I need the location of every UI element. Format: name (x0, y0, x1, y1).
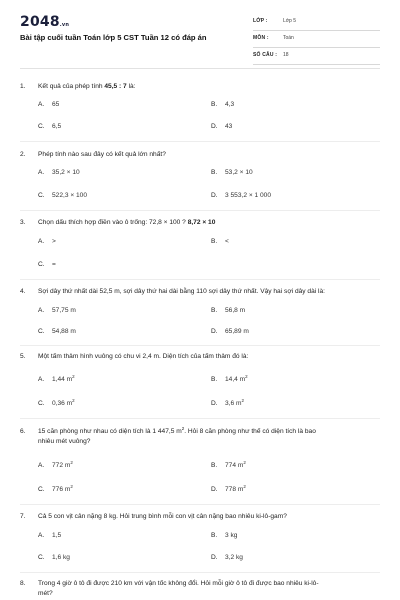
question-exponent: 2 (181, 425, 185, 431)
meta-value: Lớp 5 (283, 18, 297, 24)
question-text-part: . Hỏi 8 căn phòng như thế có diện tích là bao (184, 428, 316, 435)
option-c[interactable] (38, 327, 76, 337)
logo-suffix: .vn (59, 22, 70, 28)
option-value: 772 m (52, 462, 71, 469)
option-value: 65,89 m (225, 328, 249, 335)
option-letter: D. (211, 486, 218, 493)
option-c[interactable] (38, 553, 70, 563)
question-text (38, 218, 380, 228)
option-exponent: 2 (70, 459, 73, 465)
option-d[interactable] (211, 191, 271, 201)
option-value: 65 (52, 101, 60, 108)
option-letter: C. (38, 486, 45, 493)
question-text-part: Chọn dấu thích hợp điền vào ô trống: 72,8 × 100 ? (38, 219, 188, 226)
option-value: = (52, 261, 56, 268)
option-d[interactable] (211, 327, 249, 337)
question-divider (20, 345, 380, 346)
option-letter: D. (211, 554, 218, 561)
option-value: 3 553,2 × 1 000 (225, 192, 272, 199)
option-exponent: 2 (243, 483, 246, 489)
question-text-part: 15 căn phòng như nhau có diện tích là 1 447,5 m (38, 428, 182, 435)
logo-text: 2048 (20, 14, 60, 30)
option-value: 0,36 m (52, 400, 73, 407)
option-letter: D. (211, 192, 218, 199)
meta-key: MÔN : (253, 35, 269, 41)
option-value: 35,2 × 10 (52, 169, 80, 176)
question-text: Cả 5 con vịt cân nặng 8 kg. Hỏi trung bình mỗi con vịt cân nặng bao nhiêu ki-lô-gam? (38, 513, 287, 520)
question-text-part: Kết quả của phép tính (38, 83, 105, 90)
option-letter: B. (211, 169, 218, 176)
option-letter: A. (38, 101, 45, 108)
option-value: 4,3 (225, 101, 235, 108)
meta-table (253, 14, 380, 65)
option-letter: B. (211, 376, 218, 383)
option-value: 43 (225, 123, 233, 130)
option-d[interactable] (211, 485, 246, 495)
option-value: 1,5 (52, 532, 62, 539)
question-divider (20, 141, 380, 142)
question-text: Sợi dây thứ nhất dài 52,5 m, sợi dây thứ hai dài bằng 110 sợi dây thứ nhất. Vậy hai sợi dây dài là: (38, 288, 326, 295)
option-letter: C. (38, 400, 45, 407)
meta-key: SỐ CÂU : (253, 52, 278, 58)
question-divider (20, 279, 380, 280)
option-letter: B. (211, 462, 218, 469)
question-8 (20, 579, 380, 600)
option-letter: D. (211, 400, 218, 407)
option-letter: B. (211, 238, 218, 245)
question-text (38, 82, 380, 92)
option-c[interactable] (38, 485, 73, 495)
option-letter: A. (38, 532, 45, 539)
question-text (38, 579, 380, 599)
question-text: Phép tính nào sau đây có kết quả lớn nhất? (38, 151, 166, 158)
option-c[interactable] (38, 260, 56, 270)
question-number: 3. (20, 219, 26, 226)
meta-row-class (253, 14, 380, 31)
question-6 (20, 427, 380, 449)
question-text (38, 427, 380, 447)
question-number: 1. (20, 83, 26, 90)
option-value: 14,4 m (225, 376, 246, 383)
option-value: 1,44 m (52, 376, 73, 383)
option-d[interactable] (211, 122, 232, 132)
option-a[interactable] (38, 237, 56, 247)
option-letter: C. (38, 192, 45, 199)
option-a[interactable] (38, 168, 80, 178)
question-text-part: mét? (38, 590, 53, 597)
question-number: 4. (20, 288, 26, 295)
option-a[interactable] (38, 306, 76, 316)
option-d[interactable] (211, 399, 244, 409)
option-letter: C. (38, 261, 45, 268)
option-value: 774 m (225, 462, 244, 469)
meta-value: Toán (283, 35, 294, 41)
option-a[interactable] (38, 461, 73, 471)
option-letter: B. (211, 307, 218, 314)
option-c[interactable] (38, 399, 75, 409)
option-exponent: 2 (72, 373, 75, 379)
question-divider (20, 572, 380, 573)
option-value: 3,6 m (225, 400, 242, 407)
question-number: 2. (20, 151, 26, 158)
option-c[interactable] (38, 191, 87, 201)
option-value: 56,8 m (225, 307, 246, 314)
option-letter: A. (38, 238, 45, 245)
question-text-bold: 45,5 : 7 (104, 83, 127, 90)
option-value: 57,75 m (52, 307, 76, 314)
question-text-part: nhiêu mét vuông? (38, 438, 91, 445)
option-value: 53,2 × 10 (225, 169, 253, 176)
option-letter: C. (38, 123, 45, 130)
question-divider (20, 504, 380, 505)
option-value: 522,3 × 100 (52, 192, 88, 199)
option-letter: C. (38, 554, 45, 561)
meta-value: 18 (283, 52, 289, 58)
option-d[interactable] (211, 553, 243, 563)
meta-key: LỚP : (253, 18, 268, 24)
option-value: 3 kg (225, 532, 238, 539)
question-divider (20, 418, 380, 419)
question-number: 5. (20, 353, 26, 360)
question-number: 7. (20, 513, 26, 520)
option-b[interactable] (211, 237, 229, 247)
option-exponent: 2 (245, 373, 248, 379)
option-value: 3,2 kg (225, 554, 243, 561)
option-b[interactable] (211, 531, 237, 541)
option-letter: A. (38, 169, 45, 176)
question-number: 8. (20, 580, 26, 587)
option-value: 778 m (225, 486, 244, 493)
option-a[interactable] (38, 100, 59, 110)
option-value: 1,6 kg (52, 554, 70, 561)
option-value: < (225, 238, 229, 245)
question-divider (20, 210, 380, 211)
question-text: Một tấm thảm hình vuông có chu vi 2,4 m. Diện tích của tấm thảm đó là: (38, 353, 249, 360)
question-text-part: Trong 4 giờ ô tô đi được 210 km với vận tốc không đổi. Hỏi mỗi giờ ô tô đi được bao nhiêu ki-lô- (38, 580, 319, 587)
option-letter: A. (38, 462, 45, 469)
option-a[interactable] (38, 375, 75, 385)
option-value: 54,88 m (52, 328, 76, 335)
document-title: Bài tập cuối tuần Toán lớp 5 CST Tuần 12 có đáp án (20, 33, 207, 42)
meta-row-subject (253, 31, 380, 48)
option-letter: A. (38, 376, 45, 383)
option-exponent: 2 (243, 459, 246, 465)
option-b[interactable] (211, 375, 248, 385)
question-text-part: là: (126, 83, 136, 90)
option-letter: C. (38, 328, 45, 335)
option-exponent: 2 (241, 397, 245, 403)
question-number: 6. (20, 428, 26, 435)
option-letter: B. (211, 532, 218, 539)
option-exponent: 2 (70, 483, 73, 489)
option-c[interactable] (38, 122, 61, 132)
question-text-bold: 8,72 × 10 (187, 219, 216, 226)
option-b[interactable] (211, 168, 253, 178)
option-value: > (52, 238, 56, 245)
option-value: 6,5 (52, 123, 62, 130)
option-b[interactable] (211, 461, 246, 471)
site-logo[interactable] (20, 14, 69, 30)
option-b[interactable] (211, 100, 234, 110)
option-value: 776 m (52, 486, 71, 493)
option-letter: B. (211, 101, 218, 108)
option-a[interactable] (38, 531, 61, 541)
option-letter: D. (211, 328, 218, 335)
option-letter: D. (211, 123, 218, 130)
document-header (0, 0, 400, 62)
header-divider (20, 68, 380, 69)
option-b[interactable] (211, 306, 245, 316)
option-letter: A. (38, 307, 45, 314)
option-exponent: 2 (72, 397, 75, 403)
meta-row-count (253, 48, 380, 65)
